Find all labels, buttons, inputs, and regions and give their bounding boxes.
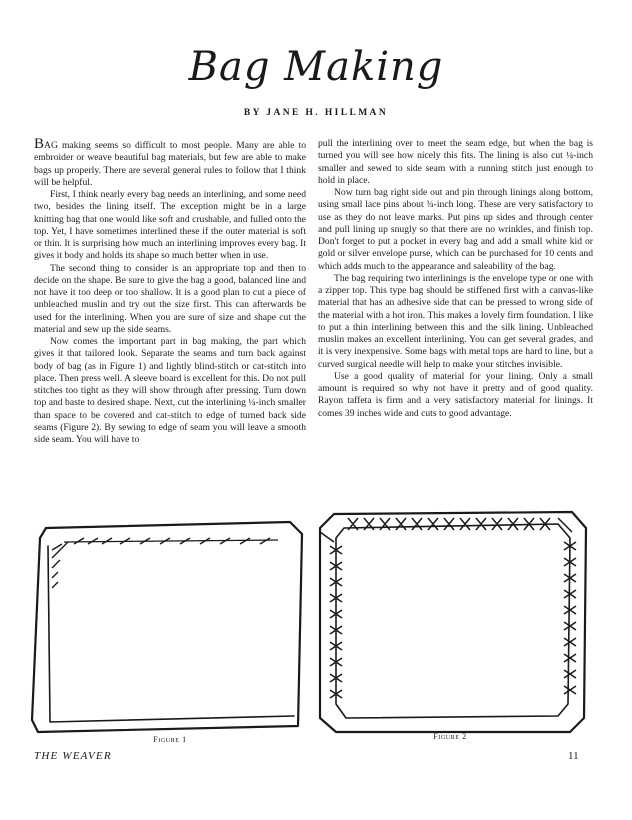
figure-1-illustration: [28, 516, 306, 738]
paragraph: pull the interlining over to meet the seam edge, but when the bag is turned you will see how nicely this fits. The lining is also cut ¼-inch smaller and sewed to side seam with a running stitch just enough to hold in place.: [318, 138, 593, 186]
seam-fold-line: [48, 546, 294, 722]
page-number: 11: [568, 750, 579, 762]
article-title: [0, 36, 632, 98]
interlining-outline: [336, 524, 570, 718]
bag-outline: [32, 522, 302, 732]
byline: BY JANE H. HILLMAN: [243, 108, 389, 118]
paragraph: The second thing to consider is an appropriate top and then to decide on the shape. Be sure to give the bag a good, balanced line and not have it too deep or too shallow. It is a good plan to cut a piece of unbleached muslin and try out the size first. This can afterwards be used for the interlining. When you are sure of size and shape cut the material and sew up the side seams.: [34, 262, 306, 335]
figure-2-illustration: [314, 506, 592, 734]
figure-1-caption: Figure 1: [153, 735, 187, 744]
paragraph: Now turn bag right side out and pin through linings along bottom, using small lace pins about ¾-inch long. These are very satisfactory to use as they do not leave marks. Put pins up sides and through center and pull lining up snugly so that there are no wrinkles, and finish top. Don't forget to put a pocket in every bag and add a small white kid or gold or silver envelope purse, which can be purchased for 10 cents and which adds much to the appearance and saleability of the bag.: [318, 187, 593, 272]
paragraph-text: AG making seems so difficult to most people. Many are able to embroider or weave beautiful bag materials, but few are able to make bags up properly. There are several general rules to follow that I think will be helpful.: [34, 140, 306, 188]
paragraph: Use a good quality of material for your lining. Only a small amount is required so why not have it pretty and of good quality. Rayon taffeta is firm and a very satisfactory material for linings. It comes 39 inches wide and cuts to good advantage.: [318, 370, 593, 419]
right-column: [318, 138, 593, 420]
drop-cap: B: [34, 136, 45, 152]
left-column: [34, 138, 306, 446]
paragraph: Now comes the important part in bag making, the part which gives it that tailored look. Separate the seams and turn back against body of bag (as in Figure 1) and lightly blind-stitch or cat-stitch into place. Then press well. A sleeve board is excellent for this. Do not pull stitches too tight as they will show through after pressing. Turn down top and baste to desired shape. Next, cut the interlining ¼-inch smaller than space to be covered and cat-stitch to edge of turned back side seams (Figure 2). By sewing to edge of seam you will leave a smooth side seam. You will have to: [34, 336, 306, 445]
cat-stitches: [320, 518, 576, 698]
paragraph: The bag requiring two interlinings is the envelope type or one with a zipper top. This type bag should be stiffened first with a canvas-like material that has an adhesive side that can be pressed to wrong side of the material with a hot iron. This makes a lovely firm foundation. I like to put a thin interlining between this and the silk lining. Unbleached muslin makes an excellent interlining. You can get several grades, and it is very inexpensive. Some bags with metal tops are hard to line, but a curved surgical needle will help to make your stitches invisible.: [318, 272, 593, 370]
figure-2-caption: Figure 2: [433, 732, 467, 741]
article-title-text: Bag Making: [188, 44, 444, 90]
bag-outline: [320, 512, 586, 732]
paragraph: [34, 138, 306, 189]
cat-stitches: [52, 538, 278, 588]
paragraph: First, I think nearly every bag needs an interlining, and some need two, besides the lining itself. The exception might be in a large knitting bag that one would like soft and crushable, and fulled onto the top. Yet, I have sometimes interlined these if the outer material is soft or thin. It is surprising how much an interlining improves every bag. It gives it body and holds its shape so much better when in use.: [34, 189, 306, 262]
publication-name: THE WEAVER: [34, 750, 112, 762]
